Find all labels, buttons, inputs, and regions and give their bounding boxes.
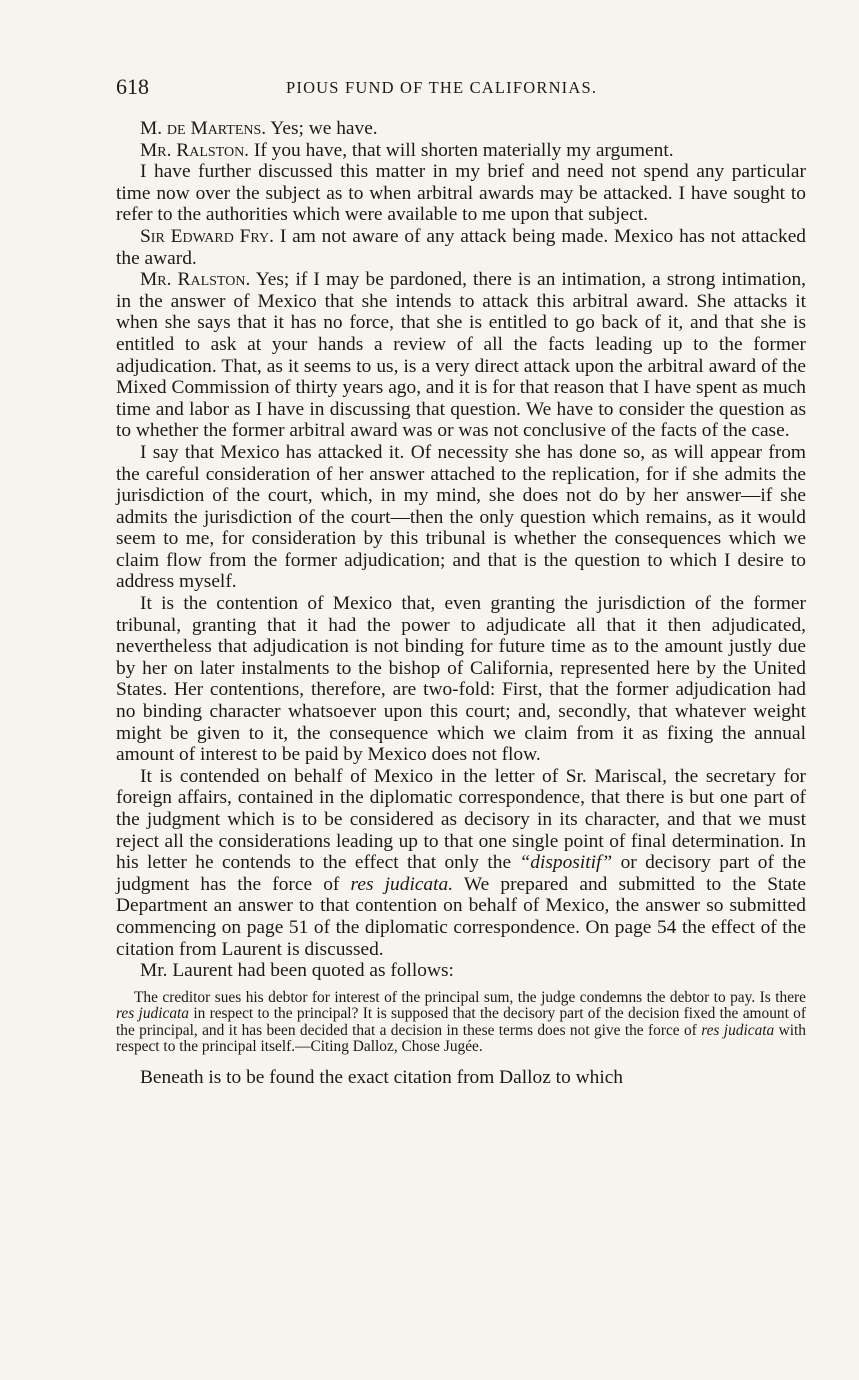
paragraph <box>116 960 806 982</box>
paragraph <box>116 766 806 960</box>
paragraph-text: Mr. Laurent had been quoted as follows: <box>140 960 454 982</box>
page-body <box>116 118 806 1089</box>
italic-term: “dispositif” <box>519 852 613 874</box>
italic-term: res judicata <box>701 1021 775 1039</box>
italic-term: res judicata <box>116 1005 189 1023</box>
block-quote <box>116 990 806 1056</box>
quote-text: with respect to the principal itself.—Citing Dalloz, Chose Jugée. <box>116 1021 806 1055</box>
italic-term: res judicata. <box>350 873 454 895</box>
running-title: PIOUS FUND OF THE CALIFORNIAS. <box>286 78 598 97</box>
paragraph <box>116 269 806 442</box>
speaker-name: Mr. Ralston. <box>140 269 251 291</box>
page-number: 618 <box>116 74 149 99</box>
paragraph-text: Yes; we have. <box>270 118 378 139</box>
speaker-name: Mr. Ralston. <box>140 139 250 161</box>
quote-text: in respect to the principal? It is supposed that the decisory part of the decision fixed the amount of the principal, and it has been decided that a decision in these terms does not give the force of <box>116 1005 806 1039</box>
paragraph <box>116 140 806 162</box>
page-header <box>116 74 806 104</box>
paragraph-text: It is contended on behalf of Mexico in the letter of Sr. Mariscal, the secretary for foreign affairs, contained in the diplomatic correspondence, that there is but one part of the judgment which is to be considered as decisory in its character, and that we must reject all the considerations leading up to that one single point of final determination. In his letter he contends to the effect that only the <box>116 765 806 874</box>
paragraph <box>116 161 806 226</box>
paragraph-text: I am not aware of any attack being made. Mexico has not attacked the award. <box>116 225 806 269</box>
paragraph <box>116 593 806 766</box>
paragraph <box>116 442 806 593</box>
paragraph-text: I say that Mexico has attacked it. Of necessity she has done so, as will appear from the careful consideration of her answer attached to the replication, for if she admits the jurisdiction of the court, which, in my mind, she does not do by her answer—if she admits the jurisdiction of the court—then the only question which remains, as it would seem to me, for consideration by this tribunal is whether the consequences which we claim flow from the former adjudication; and that is the question to which I desire to address myself. <box>116 441 806 593</box>
paragraph-text: or decisory part of the judgment has the force of <box>116 852 806 895</box>
paragraph-text: Yes; if I may be pardoned, there is an intimation, a strong intimation, in the answer of Mexico that she intends to attack this arbitral award. She attacks it when she says that it has no force, that she is entitled to go back of it, and that she is entitled to ask at your hands a review of all the facts leading up to the former adjudication. That, as it seems to us, is a very direct attack upon the arbitral award of the Mixed Commission of thirty years ago, and it is for that reason that I have spent as much time and labor as I have in discussing that question. We have to consider the question as to whether the former arbitral award was or was not conclusive of the facts of the case. <box>116 269 806 442</box>
speaker-name: M. de Martens. <box>140 118 267 139</box>
paragraph-text: We prepared and submitted to the State Department an answer to that contention on behalf of Mexico, the answer so submitted commencing on page 51 of the diplomatic correspondence. On page 54 the effect of the citation from Laurent is discussed. <box>116 873 806 960</box>
quote-text: The creditor sues his debtor for interest of the principal sum, the judge condemns the debtor to pay. Is there <box>134 988 806 1006</box>
closing-line: Beneath is to be found the exact citation from Dalloz to which <box>140 1067 624 1089</box>
paragraph-text: If you have, that will shorten materially my argument. <box>253 139 674 161</box>
paragraph-text: I have further discussed this matter in my brief and need not spend any particular time now over the subject as to when arbitral awards may be attacked. I have sought to refer to the authorities which were available to me upon that subject. <box>116 161 806 226</box>
paragraph <box>116 118 806 140</box>
paragraph <box>116 226 806 269</box>
speaker-name: Sir Edward Fry. <box>140 225 274 247</box>
paragraph-text: It is the contention of Mexico that, even granting the jurisdiction of the former tribunal, granting that it had the power to adjudicate all that it then adjudicated, nevertheless that adjudication is not binding for future time as to the amount justly due by her on later instalments to the bishop of California, represented here by the United States. Her contentions, therefore, are two-fold: First, that the former adjudication had no binding character whatsoever upon this court; and, secondly, that whatever weight might be given to it, the consequence which we claim from it as fixing the annual amount of interest to be paid by Mexico does not flow. <box>116 593 806 766</box>
